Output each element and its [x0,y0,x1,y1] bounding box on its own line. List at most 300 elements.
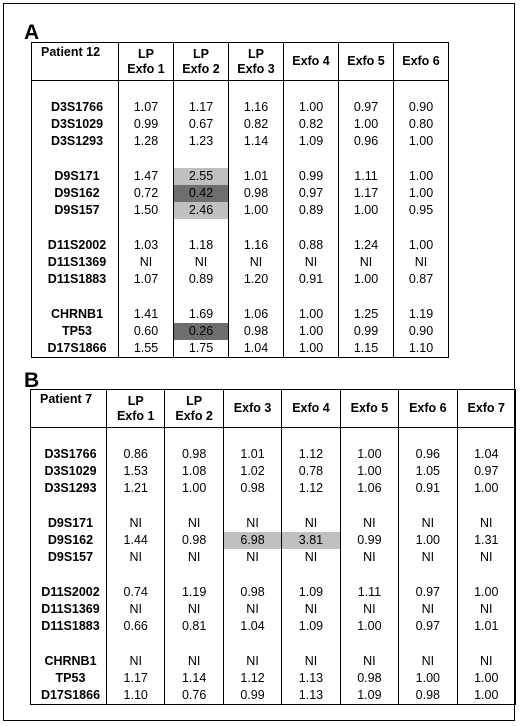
value-cell: 1.21 [107,480,165,497]
value-cell: 1.00 [284,323,339,340]
marker-name: D11S1883 [31,618,107,635]
spacer-cell [229,288,284,306]
value-cell: 1.12 [223,670,281,687]
value-cell: 0.76 [165,687,223,705]
spacer-cell [339,150,394,168]
value-cell: 1.31 [457,532,515,549]
value-cell: NI [284,254,339,271]
marker-name: D9S162 [32,185,119,202]
value-cell: 1.01 [457,618,515,635]
value-cell: NI [457,653,515,670]
marker-name: D11S2002 [31,584,107,601]
value-cell: NI [340,653,398,670]
value-cell: NI [223,601,281,618]
panel-b-body [31,428,516,705]
value-cell: 0.97 [284,185,339,202]
value-cell: 0.67 [174,116,229,133]
column-header-line2: Exfo 4 [292,54,330,68]
value-cell: 0.91 [399,480,457,497]
spacer-cell [457,428,515,447]
value-cell: NI [340,549,398,566]
column-header [457,390,515,428]
value-cell: 1.07 [119,271,174,288]
value-cell: 0.80 [394,116,449,133]
marker-name: D11S2002 [32,237,119,254]
value-cell: 0.96 [339,133,394,150]
value-cell: 1.20 [229,271,284,288]
spacer-row [31,428,516,447]
value-cell: 1.00 [399,532,457,549]
spacer-cell [107,635,165,653]
column-header-line1: LP [186,393,203,408]
panel-a-header-row [32,43,449,81]
value-cell: 0.99 [223,687,281,705]
value-cell: 1.06 [340,480,398,497]
table-row [32,202,449,219]
table-row [31,687,516,705]
spacer-cell [229,219,284,237]
value-cell: 1.23 [174,133,229,150]
value-cell: 1.69 [174,306,229,323]
marker-name: D9S157 [31,549,107,566]
value-cell: 0.98 [229,185,284,202]
value-cell: 1.14 [165,670,223,687]
value-cell: 1.09 [284,133,339,150]
value-cell: 0.78 [282,463,340,480]
value-cell: 1.13 [282,670,340,687]
spacer-cell [31,428,107,447]
table-row [31,549,516,566]
marker-name: D11S1883 [32,271,119,288]
value-cell: 1.00 [284,306,339,323]
value-cell: 1.17 [174,99,229,116]
value-cell: 1.00 [457,480,515,497]
spacer-cell [165,428,223,447]
value-cell: 0.87 [394,271,449,288]
panel-a-body [32,81,449,358]
spacer-row [31,566,516,584]
value-cell: 0.95 [394,202,449,219]
table-row [31,515,516,532]
value-cell: 0.99 [339,323,394,340]
marker-name: D11S1369 [31,601,107,618]
column-header-line2: Exfo 3 [233,401,272,415]
table-row [32,99,449,116]
spacer-cell [284,150,339,168]
value-cell: 1.03 [119,237,174,254]
value-cell: 1.10 [394,340,449,358]
spacer-cell [31,497,107,515]
spacer-cell [399,497,457,515]
value-cell: 1.75 [174,340,229,358]
value-cell: 1.11 [340,584,398,601]
column-header-line1: LP [193,46,209,61]
column-header [107,390,165,428]
value-cell: 1.28 [119,133,174,150]
table-row [32,340,449,358]
marker-name: CHRNB1 [32,306,119,323]
spacer-cell [457,566,515,584]
value-cell: 1.00 [339,271,394,288]
table-row [31,670,516,687]
value-cell: 1.00 [340,463,398,480]
value-cell: 1.00 [394,168,449,185]
value-cell: 1.01 [223,446,281,463]
value-cell: 1.15 [339,340,394,358]
spacer-cell [284,288,339,306]
panel-a-label: A [24,21,40,44]
table-row [32,168,449,185]
marker-name: D9S162 [31,532,107,549]
value-cell: 0.88 [284,237,339,254]
marker-name: D3S1766 [31,446,107,463]
column-header-line2: Exfo 2 [175,408,213,423]
value-cell: 1.50 [119,202,174,219]
value-cell: 1.00 [457,687,515,705]
value-cell: NI [107,601,165,618]
value-cell: 2.46 [174,202,229,219]
value-cell: NI [223,549,281,566]
value-cell: 1.04 [223,618,281,635]
column-header [284,43,339,81]
value-cell: 1.09 [282,618,340,635]
spacer-cell [223,635,281,653]
spacer-row [31,635,516,653]
value-cell: 1.47 [119,168,174,185]
patient-header: Patient 12 [32,43,119,81]
value-cell: 1.00 [229,202,284,219]
spacer-cell [340,497,398,515]
value-cell: 1.17 [339,185,394,202]
value-cell: 1.13 [282,687,340,705]
value-cell: 0.72 [119,185,174,202]
value-cell: 0.99 [284,168,339,185]
spacer-cell [32,150,119,168]
column-header-line2: Exfo 3 [237,61,275,76]
value-cell: 0.89 [174,271,229,288]
spacer-cell [339,219,394,237]
spacer-cell [284,81,339,100]
spacer-cell [457,497,515,515]
value-cell: 0.26 [174,323,229,340]
value-cell: 0.98 [229,323,284,340]
column-header-line2: Exfo 5 [350,401,389,415]
value-cell: NI [107,515,165,532]
value-cell: 1.12 [282,480,340,497]
value-cell: 1.02 [223,463,281,480]
value-cell: NI [282,601,340,618]
value-cell: 0.97 [457,463,515,480]
column-header-line2: Exfo 6 [409,401,447,415]
table-row [32,271,449,288]
spacer-cell [119,288,174,306]
value-cell: NI [229,254,284,271]
marker-name: D9S157 [32,202,119,219]
value-cell: NI [165,515,223,532]
value-cell: 1.10 [107,687,165,705]
value-cell: 1.00 [339,202,394,219]
panel-a-header [32,43,449,81]
value-cell: 1.16 [229,99,284,116]
value-cell: 0.98 [340,670,398,687]
value-cell: NI [223,653,281,670]
value-cell: 0.97 [399,618,457,635]
value-cell: 6.98 [223,532,281,549]
value-cell: 1.00 [457,670,515,687]
column-header-line2: Exfo 1 [127,61,165,76]
value-cell: 1.08 [165,463,223,480]
column-header [174,43,229,81]
value-cell: NI [399,653,457,670]
spacer-cell [174,81,229,100]
value-cell: 0.96 [399,446,457,463]
value-cell: 1.07 [119,99,174,116]
value-cell: 1.00 [394,133,449,150]
marker-name: D3S1766 [32,99,119,116]
value-cell: 1.00 [394,237,449,254]
value-cell: 1.25 [339,306,394,323]
value-cell: 1.00 [457,584,515,601]
value-cell: 1.00 [284,99,339,116]
value-cell: NI [165,549,223,566]
spacer-row [32,288,449,306]
table-row [31,618,516,635]
value-cell: 0.98 [399,687,457,705]
value-cell: 1.04 [229,340,284,358]
value-cell: NI [223,515,281,532]
value-cell: 1.17 [107,670,165,687]
column-header [282,390,340,428]
spacer-cell [32,219,119,237]
spacer-cell [165,566,223,584]
value-cell: NI [339,254,394,271]
spacer-cell [119,150,174,168]
value-cell: NI [119,254,174,271]
column-header [119,43,174,81]
spacer-cell [174,150,229,168]
value-cell: NI [394,254,449,271]
marker-name: D17S1866 [31,687,107,705]
spacer-cell [223,566,281,584]
value-cell: 1.18 [174,237,229,254]
value-cell: 0.98 [223,584,281,601]
value-cell: NI [340,515,398,532]
marker-name: D9S171 [32,168,119,185]
marker-name: D3S1029 [32,116,119,133]
value-cell: 1.11 [339,168,394,185]
value-cell: 1.12 [282,446,340,463]
panel-b-table [30,389,516,705]
value-cell: NI [457,601,515,618]
value-cell: 1.55 [119,340,174,358]
value-cell: 1.00 [340,446,398,463]
column-header-line2: Exfo 6 [402,54,440,68]
value-cell: 0.90 [394,323,449,340]
value-cell: NI [165,653,223,670]
value-cell: 1.41 [119,306,174,323]
value-cell: 1.14 [229,133,284,150]
spacer-cell [284,219,339,237]
table-row [31,653,516,670]
value-cell: 1.01 [229,168,284,185]
spacer-cell [31,635,107,653]
panel-b-header-row [31,390,516,428]
panel-b-label: B [24,369,40,392]
table-row [32,323,449,340]
table-row [31,463,516,480]
column-header [229,43,284,81]
value-cell: 1.09 [340,687,398,705]
value-cell: 1.00 [394,185,449,202]
value-cell: 1.24 [339,237,394,254]
value-cell: NI [282,549,340,566]
spacer-row [31,497,516,515]
spacer-cell [229,150,284,168]
value-cell: NI [107,653,165,670]
column-header-line1: LP [127,393,144,408]
value-cell: 1.05 [399,463,457,480]
spacer-row [32,81,449,100]
table-row [31,601,516,618]
value-cell: 2.55 [174,168,229,185]
value-cell: 0.98 [223,480,281,497]
spacer-cell [394,219,449,237]
column-header-line1: LP [138,46,154,61]
value-cell: NI [399,601,457,618]
spacer-row [32,219,449,237]
column-header [223,390,281,428]
value-cell: 0.42 [174,185,229,202]
column-header-line2: Exfo 1 [116,408,155,423]
spacer-cell [229,81,284,100]
table-row [31,532,516,549]
spacer-cell [32,81,119,100]
spacer-cell [340,635,398,653]
spacer-cell [339,288,394,306]
value-cell: 1.06 [229,306,284,323]
spacer-cell [174,219,229,237]
value-cell: NI [282,653,340,670]
value-cell: 1.00 [339,116,394,133]
column-header [394,43,449,81]
table-row [32,116,449,133]
value-cell: NI [165,601,223,618]
spacer-cell [399,635,457,653]
spacer-cell [340,428,398,447]
marker-name: D11S1369 [32,254,119,271]
spacer-cell [282,635,340,653]
value-cell: 0.66 [107,618,165,635]
value-cell: 1.16 [229,237,284,254]
spacer-cell [457,635,515,653]
spacer-cell [119,81,174,100]
spacer-cell [174,288,229,306]
value-cell: 0.74 [107,584,165,601]
spacer-cell [340,566,398,584]
column-header [165,390,223,428]
value-cell: 0.91 [284,271,339,288]
table-row [31,584,516,601]
value-cell: NI [457,515,515,532]
value-cell: 1.53 [107,463,165,480]
value-cell: NI [107,549,165,566]
spacer-cell [282,497,340,515]
table-row [32,306,449,323]
marker-name: CHRNB1 [31,653,107,670]
marker-name: D9S171 [31,515,107,532]
spacer-cell [282,566,340,584]
spacer-cell [394,81,449,100]
marker-name: TP53 [31,670,107,687]
table-row [32,133,449,150]
spacer-cell [107,497,165,515]
column-header [399,390,457,428]
marker-name: TP53 [32,323,119,340]
value-cell: 0.82 [284,116,339,133]
value-cell: 0.90 [394,99,449,116]
spacer-cell [119,219,174,237]
column-header-line2: Exfo 2 [182,61,220,76]
spacer-cell [399,428,457,447]
value-cell: 1.00 [284,340,339,358]
value-cell: 0.99 [340,532,398,549]
value-cell: 1.19 [165,584,223,601]
spacer-cell [165,497,223,515]
spacer-cell [107,566,165,584]
value-cell: 0.97 [399,584,457,601]
value-cell: NI [282,515,340,532]
value-cell: NI [457,549,515,566]
value-cell: 0.89 [284,202,339,219]
marker-name: D17S1866 [32,340,119,358]
value-cell: 0.98 [165,446,223,463]
value-cell: NI [399,515,457,532]
marker-name: D3S1029 [31,463,107,480]
spacer-cell [339,81,394,100]
panel-b-header [31,390,516,428]
value-cell: 1.00 [165,480,223,497]
value-cell: 1.44 [107,532,165,549]
marker-name: D3S1293 [32,133,119,150]
spacer-cell [31,566,107,584]
marker-name: D3S1293 [31,480,107,497]
value-cell: 0.97 [339,99,394,116]
spacer-cell [165,635,223,653]
column-header [340,390,398,428]
spacer-row [32,150,449,168]
spacer-cell [399,566,457,584]
spacer-cell [394,150,449,168]
value-cell: NI [340,601,398,618]
value-cell: 1.00 [399,670,457,687]
spacer-cell [32,288,119,306]
value-cell: 0.99 [119,116,174,133]
column-header [339,43,394,81]
value-cell: 0.86 [107,446,165,463]
value-cell: NI [174,254,229,271]
table-row [31,480,516,497]
value-cell: NI [399,549,457,566]
column-header-line1: LP [248,46,264,61]
value-cell: 1.09 [282,584,340,601]
table-row [32,254,449,271]
patient-header: Patient 7 [31,390,107,428]
column-header-line2: Exfo 5 [347,54,385,68]
value-cell: 1.04 [457,446,515,463]
spacer-cell [282,428,340,447]
value-cell: 0.98 [165,532,223,549]
value-cell: 0.81 [165,618,223,635]
